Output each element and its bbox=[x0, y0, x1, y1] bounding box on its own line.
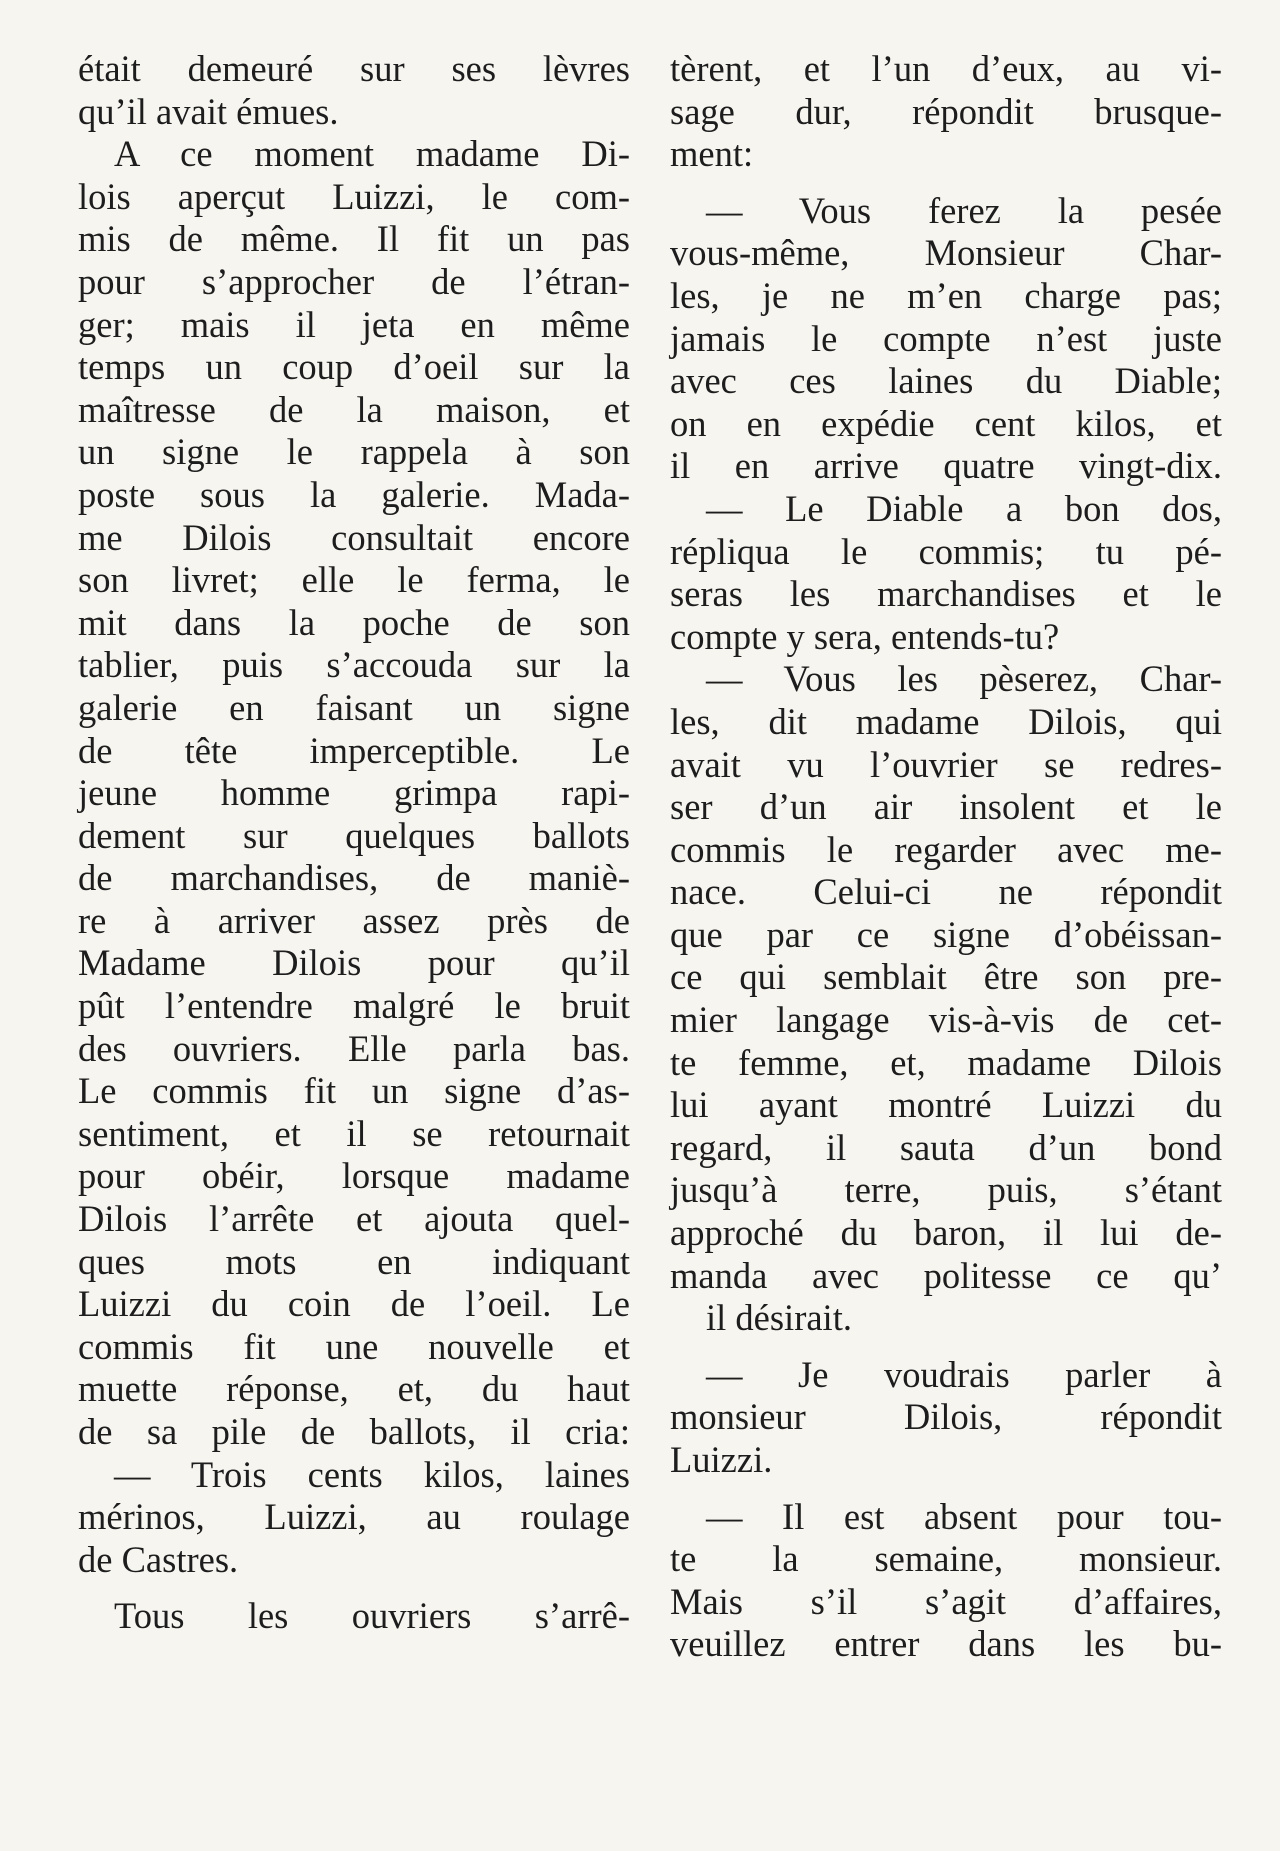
text-line: mit dans la poche de son bbox=[78, 601, 630, 643]
text-line: sentiment, et il se retournait bbox=[78, 1112, 630, 1154]
text-line: tèrent, et l’un d’eux, au vi- bbox=[670, 48, 1222, 89]
text-line: jeune homme grimpa rapi- bbox=[78, 772, 630, 814]
left-text-column bbox=[78, 48, 630, 1638]
text-line: que par ce signe d’obéissan- bbox=[670, 913, 1222, 955]
text-line: — Vous ferez la pesée bbox=[706, 189, 1222, 231]
text-line: pût l’entendre malgré le bruit bbox=[78, 985, 630, 1027]
text-line: les, dit madame Dilois, qui bbox=[670, 700, 1222, 742]
text-line: — Vous les pèserez, Char- bbox=[706, 658, 1222, 700]
text-line: me Dilois consultait encore bbox=[78, 516, 630, 558]
text-line: te la semaine, monsieur. bbox=[670, 1538, 1222, 1580]
text-line: vous-même, Monsieur Char- bbox=[670, 232, 1222, 274]
text-line: des ouvriers. Elle parla bas. bbox=[78, 1027, 630, 1069]
paragraph-gap bbox=[670, 1340, 1222, 1354]
text-line: sage dur, répondit brusque- bbox=[670, 90, 1222, 132]
text-line: — Trois cents kilos, laines bbox=[114, 1453, 630, 1495]
text-line: pour obéir, lorsque madame bbox=[78, 1155, 630, 1197]
text-line: il en arrive quatre vingt-dix. bbox=[670, 445, 1222, 487]
text-line: il désirait. bbox=[706, 1297, 852, 1339]
right-text-column bbox=[670, 48, 1222, 1666]
text-line: qu’il avait émues. bbox=[78, 90, 339, 132]
text-line: son livret; elle le ferma, le bbox=[78, 559, 630, 601]
text-line: seras les marchandises et le bbox=[670, 573, 1222, 615]
text-line: manda avec politesse ce qu’ bbox=[670, 1254, 1222, 1296]
text-line: avec ces laines du Diable; bbox=[670, 360, 1222, 402]
text-line: Madame Dilois pour qu’il bbox=[78, 942, 630, 984]
text-line: commis fit une nouvelle et bbox=[78, 1325, 630, 1367]
text-line: te femme, et, madame Dilois bbox=[670, 1041, 1222, 1083]
text-line: répliqua le commis; tu pé- bbox=[670, 530, 1222, 572]
text-line: tablier, puis s’accouda sur la bbox=[78, 644, 630, 686]
text-line: mis de même. Il fit un pas bbox=[78, 218, 630, 260]
text-line: muette réponse, et, du haut bbox=[78, 1368, 630, 1410]
text-line: lois aperçut Luizzi, le com- bbox=[78, 175, 630, 217]
text-line: on en expédie cent kilos, et bbox=[670, 402, 1222, 444]
text-line: galerie en faisant un signe bbox=[78, 686, 630, 728]
text-line: Le commis fit un signe d’as- bbox=[78, 1070, 630, 1112]
text-line: les, je ne m’en charge pas; bbox=[670, 274, 1222, 316]
text-line: A ce moment madame Di- bbox=[114, 133, 630, 175]
text-line: — Je voudrais parler à bbox=[706, 1353, 1222, 1395]
text-line: compte y sera, entends-tu? bbox=[670, 615, 1060, 657]
text-line: Tous les ouvriers s’arrê- bbox=[114, 1595, 630, 1637]
text-line: — Le Diable a bon dos, bbox=[706, 487, 1222, 529]
text-line: dement sur quelques ballots bbox=[78, 814, 630, 856]
text-line: avait vu l’ouvrier se redres- bbox=[670, 743, 1222, 785]
text-line: Luizzi du coin de l’oeil. Le bbox=[78, 1283, 630, 1325]
text-line: ment: bbox=[670, 133, 754, 175]
text-line: re à arriver assez près de bbox=[78, 899, 630, 941]
text-line: lui ayant montré Luizzi du bbox=[670, 1084, 1222, 1126]
paragraph-gap bbox=[670, 1482, 1222, 1496]
text-line: ger; mais il jeta en même bbox=[78, 303, 630, 345]
text-line: un signe le rappela à son bbox=[78, 431, 630, 473]
text-line: temps un coup d’oeil sur la bbox=[78, 346, 630, 388]
text-line: mérinos, Luizzi, au roulage bbox=[78, 1496, 630, 1538]
text-line: nace. Celui-ci ne répondit bbox=[670, 871, 1222, 913]
text-line: ce qui semblait être son pre- bbox=[670, 956, 1222, 998]
text-line: maîtresse de la maison, et bbox=[78, 388, 630, 430]
text-line: de marchandises, de maniè- bbox=[78, 857, 630, 899]
paragraph-gap bbox=[670, 176, 1222, 190]
text-line: monsieur Dilois, répondit bbox=[670, 1396, 1222, 1438]
paragraph-gap bbox=[78, 1581, 630, 1595]
text-line: jusqu’à terre, puis, s’étant bbox=[670, 1169, 1222, 1211]
text-line: jamais le compte n’est juste bbox=[670, 317, 1222, 359]
text-line: approché du baron, il lui de- bbox=[670, 1212, 1222, 1254]
text-line: commis le regarder avec me- bbox=[670, 828, 1222, 870]
text-line: — Il est absent pour tou- bbox=[706, 1495, 1222, 1537]
text-line: pour s’approcher de l’étran- bbox=[78, 260, 630, 302]
text-line: Dilois l’arrête et ajouta quel- bbox=[78, 1198, 630, 1240]
text-line: Mais s’il s’agit d’affaires, bbox=[670, 1580, 1222, 1622]
text-line: de sa pile de ballots, il cria: bbox=[78, 1411, 630, 1452]
text-line: veuillez entrer dans les bu- bbox=[670, 1623, 1222, 1665]
text-line: regard, il sauta d’un bond bbox=[670, 1126, 1222, 1168]
text-line: ques mots en indiquant bbox=[78, 1240, 630, 1282]
text-line: Luizzi. bbox=[670, 1439, 773, 1480]
text-line: était demeuré sur ses lèvres bbox=[78, 48, 630, 89]
text-line: de Castres. bbox=[78, 1538, 239, 1580]
text-line: poste sous la galerie. Mada- bbox=[78, 473, 630, 515]
text-line: ser d’un air insolent et le bbox=[670, 786, 1222, 828]
text-line: mier langage vis-à-vis de cet- bbox=[670, 999, 1222, 1041]
text-line: de tête imperceptible. Le bbox=[78, 729, 630, 771]
